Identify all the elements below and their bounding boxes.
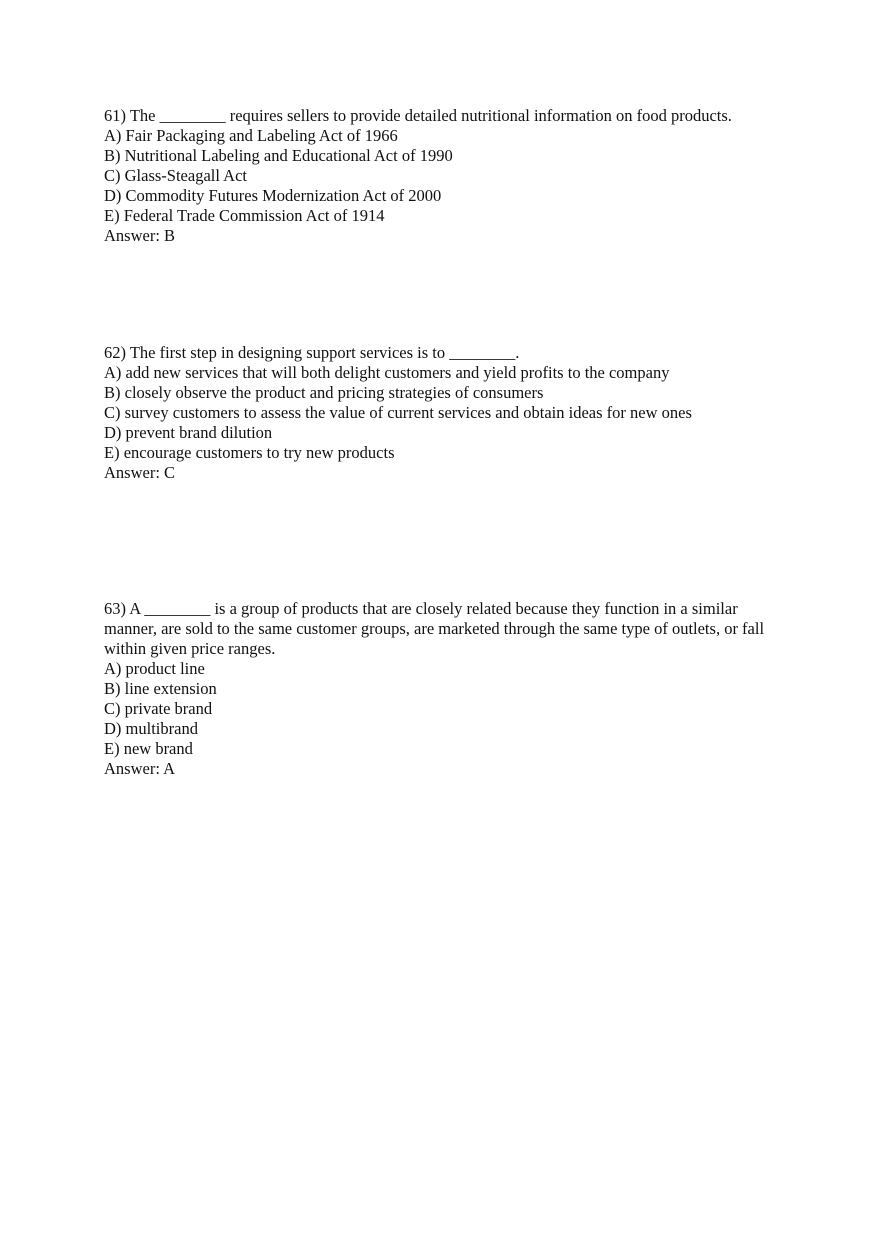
answer: Answer: B [104,226,176,245]
question-63 [104,599,784,779]
option-e: E) new brand [104,739,193,758]
option-d: D) Commodity Futures Modernization Act of 2000 [104,186,442,205]
option-b: B) line extension [104,679,217,698]
option-a: A) Fair Packaging and Labeling Act of 1966 [104,126,398,145]
question-stem: 62) The first step in designing support services is to ________. [104,343,520,362]
question-stem: 63) A ________ is a group of products that are closely related because they function in a similar manner, are sold to the same customer groups, are marketed through the same type of outlets, or fall within given price ranges. [104,599,765,658]
option-c: C) private brand [104,699,213,718]
option-a: A) add new services that will both delight customers and yield profits to the company [104,363,670,382]
answer: Answer: A [104,759,176,778]
option-b: B) closely observe the product and pricing strategies of consumers [104,383,544,402]
option-c: C) Glass-Steagall Act [104,166,247,185]
option-b: B) Nutritional Labeling and Educational Act of 1990 [104,146,453,165]
answer: Answer: C [104,463,176,482]
option-e: E) encourage customers to try new products [104,443,395,462]
option-e: E) Federal Trade Commission Act of 1914 [104,206,385,225]
question-62 [104,343,784,483]
option-d: D) prevent brand dilution [104,423,273,442]
option-a: A) product line [104,659,205,678]
option-d: D) multibrand [104,719,198,738]
question-stem: 61) The ________ requires sellers to provide detailed nutritional information on food products. [104,106,732,125]
question-61 [104,106,784,246]
option-c: C) survey customers to assess the value of current services and obtain ideas for new ones [104,403,692,422]
